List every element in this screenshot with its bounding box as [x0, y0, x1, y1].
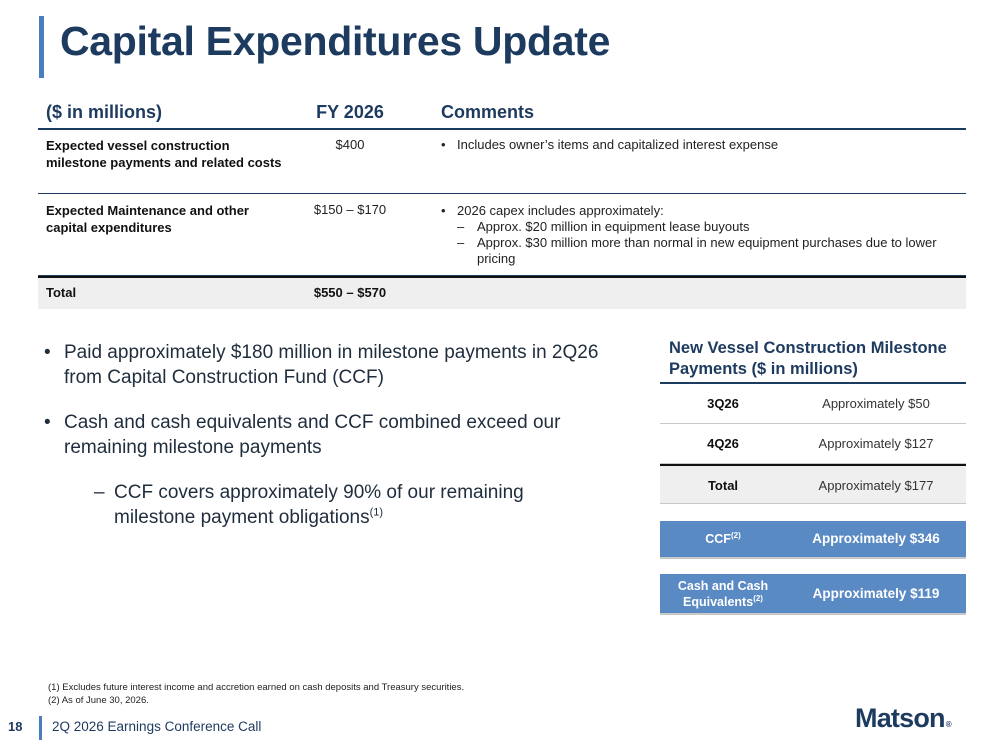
- footnote: (1) Excludes future interest income and accretion earned on cash deposits and Treasury securities.: [48, 682, 465, 693]
- key-sub-point: [44, 480, 604, 530]
- milestone-table: [660, 338, 966, 504]
- footer-divider: [39, 716, 42, 740]
- header-comments: Comments: [441, 102, 535, 122]
- table-row: [660, 424, 966, 464]
- cash-label-line2-text: Equivalents: [683, 595, 754, 609]
- footnotes: [48, 681, 464, 707]
- key-points: [44, 340, 604, 530]
- header-fy2026: FY 2026: [316, 102, 384, 122]
- milestone-table-title: New Vessel Construction Milestone Payments ($ in millions): [660, 338, 966, 384]
- comment-bullet: • 2026 capex includes approximately:: [441, 203, 960, 219]
- footnote-ref: (1): [369, 506, 384, 519]
- cash-label-line2: [660, 594, 786, 610]
- total-value: Approximately $177: [818, 478, 934, 493]
- table-row: [660, 384, 966, 424]
- header-units: ($ in millions): [46, 102, 163, 122]
- footer-text: 2Q 2026 Earnings Conference Call: [52, 719, 262, 734]
- logo-registered-mark: ®: [945, 720, 951, 729]
- ccf-label-text: CCF: [705, 532, 731, 546]
- row-value: $150 – $170: [313, 202, 387, 217]
- cash-label: [660, 578, 786, 610]
- comment-sub-item: – Approx. $20 million in equipment lease buyouts: [441, 219, 960, 235]
- period-value: Approximately $50: [822, 396, 930, 411]
- title-accent-bar: [39, 16, 44, 78]
- ccf-box: [660, 521, 966, 559]
- table-row: [38, 194, 966, 276]
- footnote-ref: (2): [730, 530, 741, 540]
- page-number: 18: [8, 719, 23, 734]
- period-label: 3Q26: [707, 396, 739, 411]
- period-value: Approximately $127: [818, 436, 934, 451]
- row-label: Expected vessel construction milestone payments and related costs: [46, 138, 282, 170]
- key-point: • Paid approximately $180 million in milestone payments in 2Q26 from Capital Construction Fund (CCF): [44, 340, 604, 390]
- cash-box: [660, 574, 966, 615]
- total-label: Total: [707, 478, 739, 493]
- comment-sub-item: – Approx. $30 million more than normal in new equipment purchases due to lower pricing: [441, 235, 960, 267]
- matson-logo: [855, 703, 951, 734]
- table-row: [38, 130, 966, 194]
- sub-point-text: CCF covers approximately 90% of our remaining milestone payment obligations: [114, 482, 524, 528]
- row-label: Expected Maintenance and other capital expenditures: [46, 203, 249, 235]
- ccf-value: Approximately $346: [812, 531, 940, 546]
- capex-total-row: [38, 276, 966, 309]
- milestone-total-row: [660, 464, 966, 504]
- capex-table-header: [38, 98, 966, 130]
- page-title: Capital Expenditures Update: [60, 18, 611, 64]
- row-comments: [441, 203, 960, 267]
- cash-label-line1: Cash and Cash: [677, 579, 769, 593]
- row-comments: [441, 137, 960, 153]
- capex-table: [38, 98, 966, 309]
- cash-value: Approximately $119: [812, 586, 940, 601]
- total-value: $550 – $570: [313, 285, 387, 300]
- row-value: $400: [335, 137, 365, 152]
- comment-bullet: • Includes owner’s items and capitalized interest expense: [441, 137, 960, 153]
- logo-text: Matson: [855, 703, 945, 733]
- period-label: 4Q26: [707, 436, 739, 451]
- ccf-label: [660, 531, 786, 547]
- total-label: Total: [46, 285, 77, 300]
- footnote: (2) As of June 30, 2026.: [48, 695, 149, 706]
- footnote-ref: (2): [753, 593, 763, 603]
- key-point: • Cash and cash equivalents and CCF combined exceed our remaining milestone payments: [44, 410, 604, 460]
